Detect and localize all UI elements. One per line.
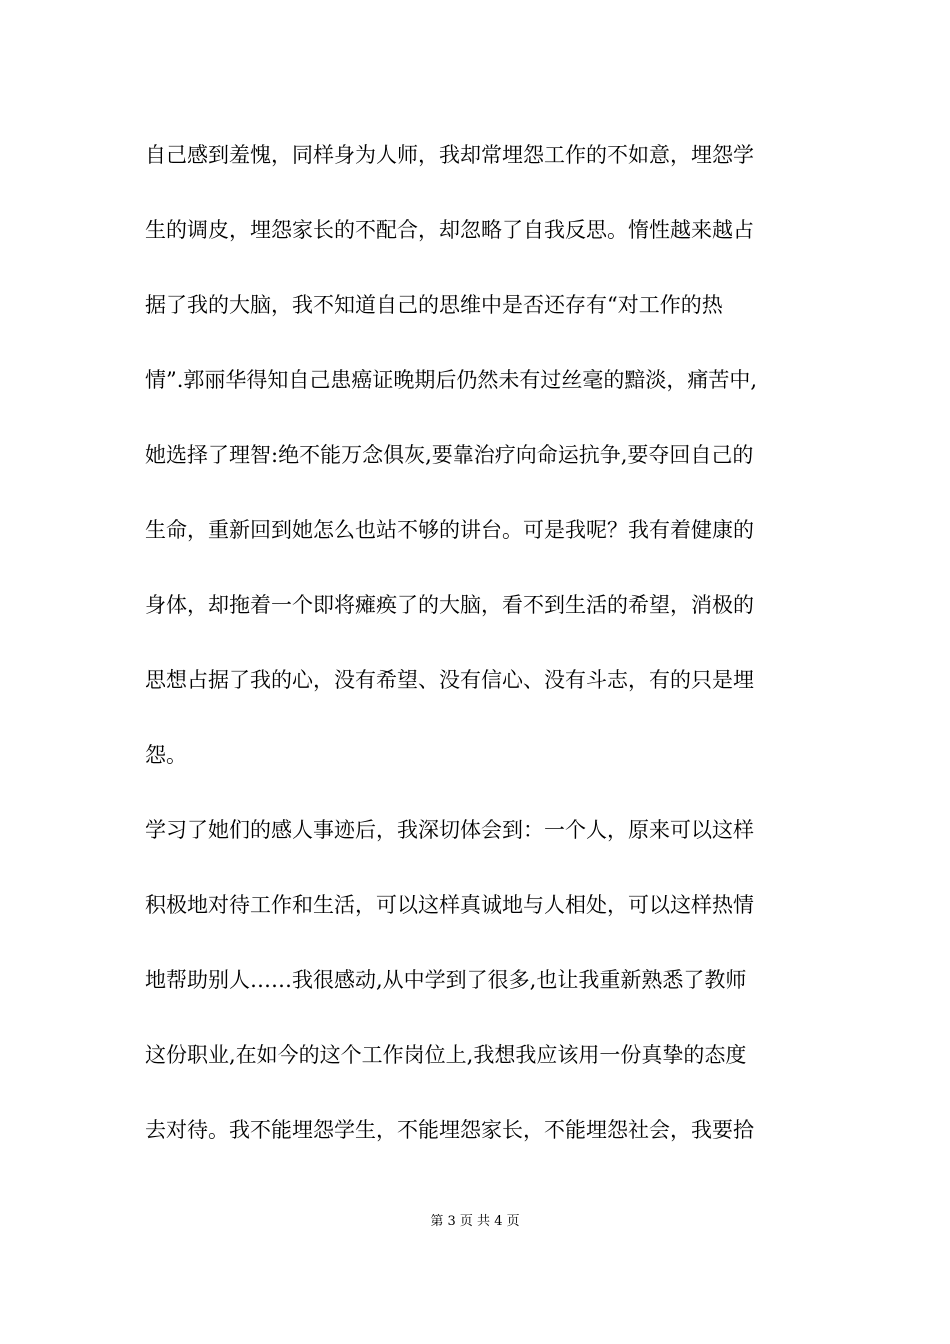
text-line: 去对待。我不能埋怨学生，不能埋怨家长，不能埋怨社会，我要拾 (145, 1118, 754, 1142)
text-line: 积极地对待工作和生活，可以这样真诚地与人相处，可以这样热情 (145, 893, 754, 917)
text-line: 自己感到羞愧，同样身为人师，我却常埋怨工作的不如意，埋怨学 (145, 143, 754, 167)
text-line: 地帮助别人……我很感动,从中学到了很多,也让我重新熟悉了教师 (145, 968, 747, 992)
body-text (145, 138, 825, 1188)
text-line: 她选择了理智:绝不能万念俱灰,要靠治疗向命运抗争,要夺回自己的 (145, 443, 754, 467)
text-line: 生的调皮，埋怨家长的不配合，却忽略了自我反思。惰性越来越占 (145, 218, 754, 242)
text-line: 学习了她们的感人事迹后，我深切体会到：一个人，原来可以这样 (145, 818, 754, 842)
text-line: 身体，却拖着一个即将瘫痪了的大脑，看不到生活的希望，消极的 (145, 593, 754, 617)
text-line: 这份职业,在如今的这个工作岗位上,我想我应该用一份真挚的态度 (145, 1043, 747, 1067)
page-number-footer: 第 3 页 共 4 页 (430, 1214, 520, 1229)
text-line: 情”.郭丽华得知自己患癌证晚期后仍然未有过丝毫的黯淡，痛苦中, (145, 368, 758, 392)
text-line: 生命，重新回到她怎么也站不够的讲台。可是我呢？我有着健康的 (145, 518, 754, 542)
text-line: 据了我的大脑，我不知道自己的思维中是否还存有“对工作的热 (145, 293, 723, 317)
text-line: 怨。 (145, 743, 187, 767)
text-line: 思想占据了我的心，没有希望、没有信心、没有斗志，有的只是埋 (145, 668, 754, 692)
